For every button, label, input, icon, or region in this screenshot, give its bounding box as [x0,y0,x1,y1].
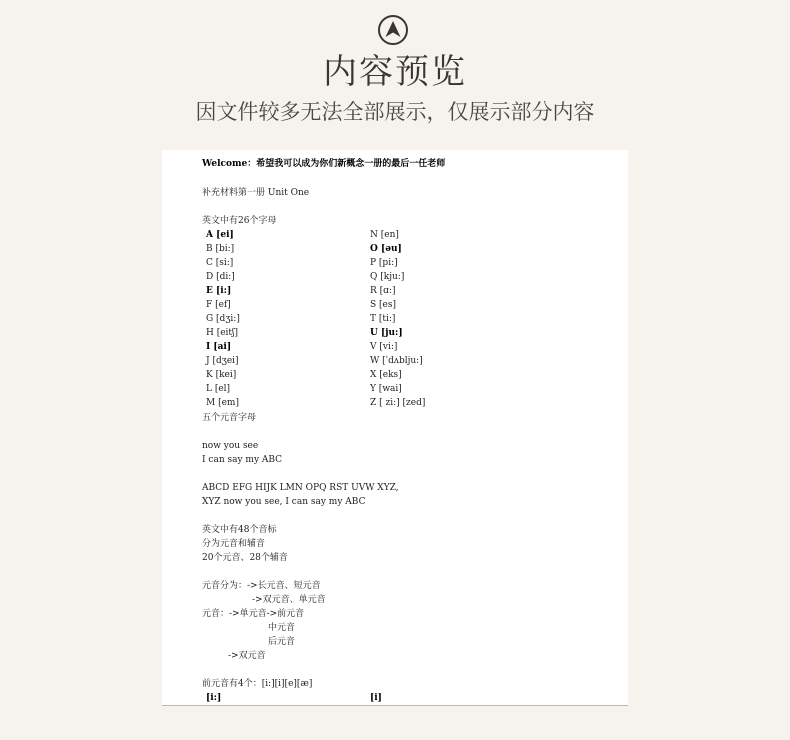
alphabet-letter: V [vi:] [370,342,398,352]
alphabet-letter: A [ei] [206,230,234,240]
song-line: XYZ now you see, I can say my ABC [202,497,366,507]
alphabet-letter: B [bi:] [206,244,235,254]
alphabet-letter: X [eks] [370,370,402,380]
song-line: now you see [202,441,259,451]
phonetic-line: 英文中有48个音标 [202,525,277,535]
page-title: 内容预览 [323,52,467,92]
vowel-letters-line: 五个元音字母 [202,413,257,423]
alphabet-letter: G [dʒi:] [206,314,240,324]
song-line: I can say my ABC [202,455,283,465]
welcome-line: Welcome：希望我可以成为你们新概念一册的最后一任老师 [202,159,446,169]
alphabet-letter: E [i:] [206,286,232,296]
alphabet-letter: D [di:] [206,272,235,282]
vowel-tree-line: 后元音 [268,637,296,647]
song-line: ABCD EFG HIJK LMN OPQ RST UVW XYZ, [202,483,399,493]
alphabet-letter: F [ef] [206,300,231,310]
alphabet-letter: O [əu] [370,244,402,254]
vowel-tree-line: ->双元音、单元音 [252,595,326,605]
up-arrow-circle-icon [377,14,409,46]
alphabet-letter: W [ˈdʌblju:] [370,356,423,366]
phonetic-line: 20个元音、28个辅音 [202,553,288,563]
alphabet-letter: L [el] [206,384,231,394]
vowel-tree-line: 元音：->单元音->前元音 [202,609,305,619]
alphabet-letter: J [dʒei] [206,356,239,366]
alphabet-heading: 英文中有26个字母 [202,216,277,226]
front-vowel-right: [i] [370,693,382,703]
alphabet-letter: I [ai] [206,342,232,352]
alphabet-letter: R [ɑ:] [370,286,396,296]
phonetic-line: 分为元音和辅音 [202,539,266,549]
alphabet-letter: H [eitʃ] [206,328,238,338]
alphabet-letter: Y [wai] [370,384,402,394]
alphabet-letter: U [ju:] [370,328,403,338]
alphabet-letter: M [em] [206,398,239,408]
alphabet-letter: C [si:] [206,258,234,268]
alphabet-letter: Z [ zi:] [zed] [370,398,426,408]
alphabet-letter: K [kei] [206,370,237,380]
page-subtitle: 因文件较多无法全部展示，仅展示部分内容 [195,100,595,124]
vowel-tree-line: ->双元音 [228,651,266,661]
vowel-tree-line: 元音分为：->长元音、短元音 [202,581,321,591]
alphabet-letter: N [en] [370,230,399,240]
alphabet-letter: T [ti:] [370,314,396,324]
vowel-tree-line: 中元音 [268,623,296,633]
alphabet-letter: Q [kju:] [370,272,405,282]
document-preview [162,150,628,706]
alphabet-letter: S [es] [370,300,396,310]
front-vowel-left: [i:] [206,693,222,703]
front-vowels-line: 前元音有4个：[i:][i][e][æ] [202,679,313,689]
alphabet-letter: P [pi:] [370,258,398,268]
section-heading: 补充材料第一册 Unit One [202,188,310,198]
